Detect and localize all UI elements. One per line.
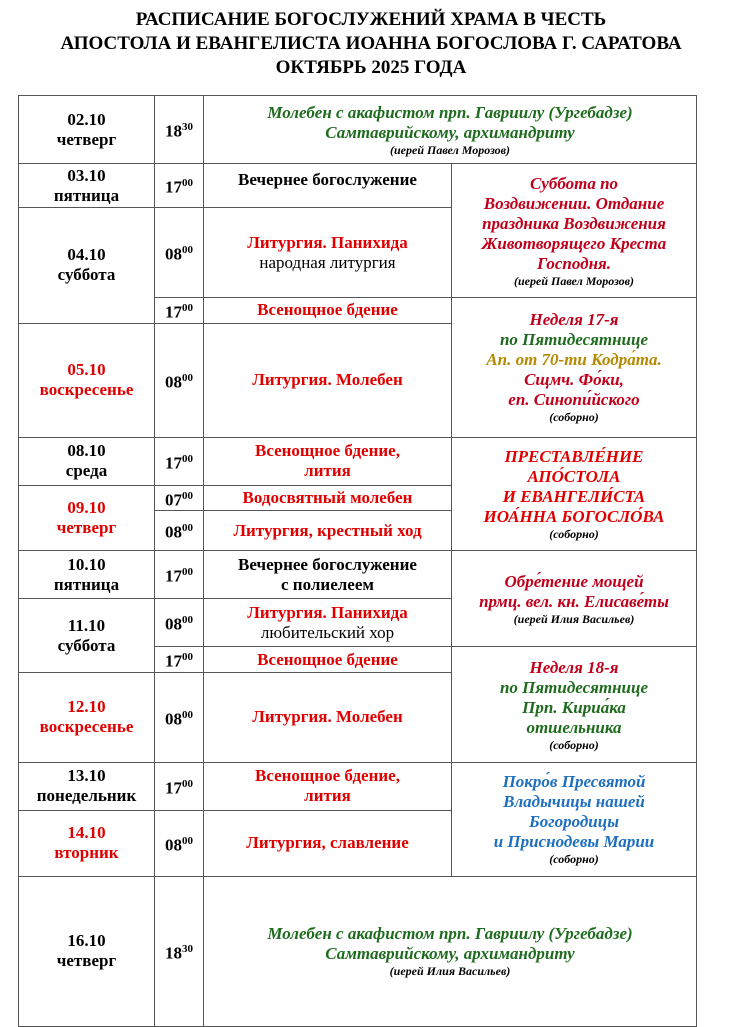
feast-cell: Неделя 17-я по Пятидесятнице Ап. от 70-ти Кодра́та. Сщмч. Фо́ки, еп. Синопи́йского (соборно) [452, 298, 697, 438]
service-cell: Литургия. Молебен [204, 323, 452, 437]
service-cell: Литургия, крестный ход [204, 511, 452, 551]
table-row [19, 437, 697, 485]
time-cell: $08^{00}$ [155, 323, 204, 437]
time-cell: $17^{00}$ [155, 164, 204, 208]
service-cell: Всенощное бдение [204, 647, 452, 673]
feast-cell: Неделя 18-я по Пятидесятнице Прп. Кириа́ка отшельника (соборно) [452, 647, 697, 763]
time-cell: $08^{00}$ [155, 599, 204, 647]
time-cell: $17^{00}$ [155, 647, 204, 673]
date-cell: 16.10 четверг [19, 876, 155, 1026]
feast-cell: Обре́тение мощей прмц. вел. кн. Елисаве́ты (иерей Илия Васильев) [452, 551, 697, 647]
service-cell: Литургия. Молебен [204, 672, 452, 762]
service-cell: Всенощное бдение, лития [204, 762, 452, 810]
date-cell: 10.10 пятница [19, 551, 155, 599]
service-cell: Литургия. Панихида любительский хор [204, 599, 452, 647]
table-row [19, 96, 697, 164]
feast-cell: ПРЕСТАВЛЕ́НИЕ АПО́СТОЛА И ЕВАНГЕЛИ́СТА ИОА́ННА БОГОСЛО́ВА (соборно) [452, 437, 697, 551]
feast-cell: Покро́в Пресвятой Владычицы нашей Богородицы и Приснодевы Марии (соборно) [452, 762, 697, 876]
time-cell: $17^{00}$ [155, 762, 204, 810]
date-cell: 08.10 среда [19, 437, 155, 485]
feast-cell: Суббота по Воздвижении. Отдание праздника Воздвижения Животворящего Креста Господня. (иерей Павел Морозов) [452, 164, 697, 298]
title-line-3: ОКТЯБРЬ 2025 ГОДА [275, 57, 467, 78]
time-cell: $08^{00}$ [155, 672, 204, 762]
date-cell: 09.10 четверг [19, 485, 155, 551]
time-cell: $17^{00}$ [155, 437, 204, 485]
time-cell: $18^{30}$ [155, 876, 204, 1026]
time-cell: $07^{00}$ [155, 485, 204, 511]
service-cell: Водосвятный молебен [204, 485, 452, 511]
time-cell: $18^{30}$ [155, 96, 204, 164]
time-cell: $08^{00}$ [155, 810, 204, 876]
date-cell: 11.10 суббота [19, 599, 155, 673]
page-title [0, 8, 742, 80]
date-cell: 13.10 понедельник [19, 762, 155, 810]
title-line-1: РАСПИСАНИЕ БОГОСЛУЖЕНИЙ ХРАМА В ЧЕСТЬ [135, 9, 607, 30]
date-cell: 14.10 вторник [19, 810, 155, 876]
date-cell: 05.10 воскресенье [19, 323, 155, 437]
schedule-table [18, 95, 697, 1027]
table-row [19, 551, 697, 599]
title-line-2: АПОСТОЛА И ЕВАНГЕЛИСТА ИОАННА БОГОСЛОВА Г. САРАТОВА [60, 33, 682, 54]
time-cell: $08^{00}$ [155, 511, 204, 551]
service-cell: Литургия, славление [204, 810, 452, 876]
table-row [19, 762, 697, 810]
service-cell: Всенощное бдение [204, 298, 452, 324]
service-cell: Литургия. Панихида народная литургия [204, 208, 452, 298]
time-cell: $17^{00}$ [155, 298, 204, 324]
table-row [19, 876, 697, 1026]
service-cell: Всенощное бдение, лития [204, 437, 452, 485]
service-cell: Вечернее богослужение с полиелеем [204, 551, 452, 599]
time-cell: $17^{00}$ [155, 551, 204, 599]
time-cell: $08^{00}$ [155, 208, 204, 298]
date-cell: 03.10 пятница [19, 164, 155, 208]
table-row [19, 164, 697, 208]
date-cell: 04.10 суббота [19, 208, 155, 324]
service-cell: Молебен с акафистом прп. Гавриилу (Ургебадзе) Самтаврийскому, архимандриту (иерей Павел Морозов) [204, 96, 697, 164]
service-cell: Вечернее богослужение [204, 164, 452, 208]
service-cell: Молебен с акафистом прп. Гавриилу (Ургебадзе) Самтаврийскому, архимандриту (иерей Илия Васильев) [204, 876, 697, 1026]
date-cell: 12.10 воскресенье [19, 672, 155, 762]
date-cell: 02.10 четверг [19, 96, 155, 164]
